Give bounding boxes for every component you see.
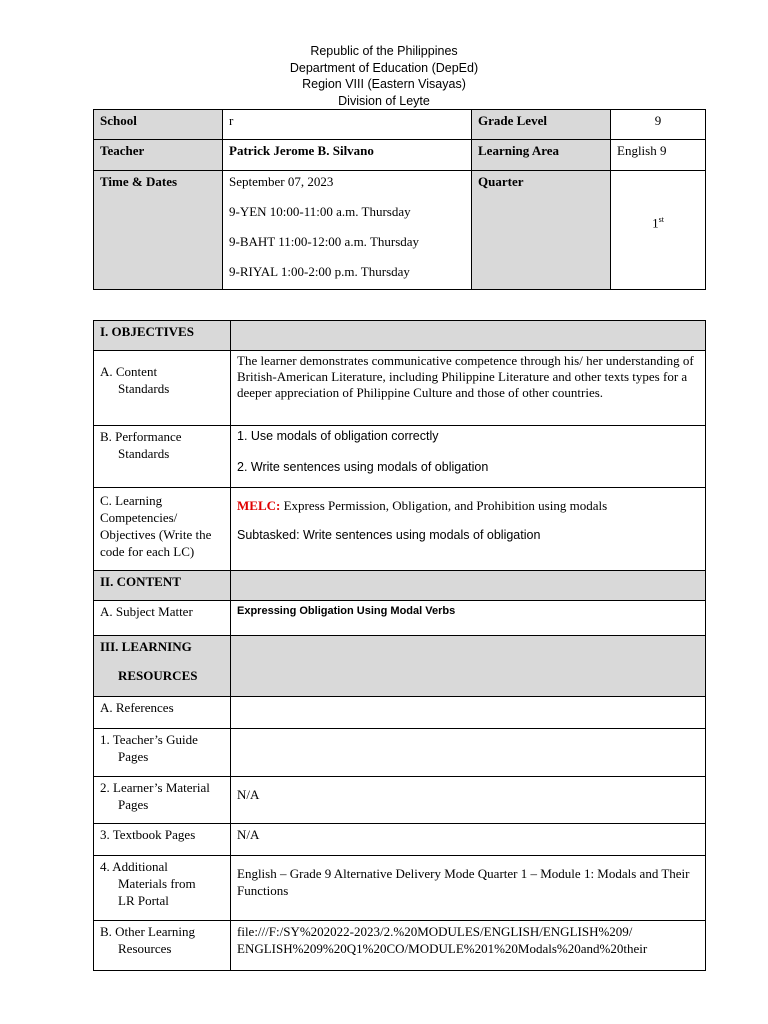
lesson-plan-table bbox=[93, 320, 706, 971]
objectives-blank bbox=[231, 321, 706, 351]
grade-level-label: Grade Level bbox=[472, 110, 611, 140]
content-standards-label-a: A. Content bbox=[100, 364, 158, 379]
quarter-suffix: st bbox=[658, 214, 664, 224]
schedule-riyal: 9-RIYAL 1:00-2:00 p.m. Thursday bbox=[229, 264, 410, 279]
teacher-value: Patrick Jerome B. Silvano bbox=[223, 140, 472, 171]
content-heading: II. CONTENT bbox=[94, 571, 231, 601]
learning-resources-heading-a: III. LEARNING bbox=[100, 639, 192, 654]
learning-resources-heading bbox=[94, 636, 231, 697]
quarter-label: Quarter bbox=[472, 171, 611, 290]
additional-materials-value: English – Grade 9 Alternative Delivery Mode Quarter 1 – Module 1: Modals and Their Functions bbox=[231, 856, 706, 921]
quarter-number: 1 bbox=[652, 215, 659, 231]
info-table bbox=[93, 109, 706, 290]
references-label: A. References bbox=[94, 697, 231, 729]
teachers-guide-label-a: 1. Teacher’s Guide bbox=[100, 732, 198, 747]
teachers-guide-label bbox=[94, 729, 231, 777]
performance-item-2: 2. Write sentences using modals of obligation bbox=[237, 460, 489, 474]
learners-material-value: N/A bbox=[231, 777, 706, 824]
teachers-guide-value bbox=[231, 729, 706, 777]
performance-item-1: 1. Use modals of obligation correctly bbox=[237, 429, 439, 443]
content-blank bbox=[231, 571, 706, 601]
learning-resources-blank bbox=[231, 636, 706, 697]
content-standards-label-b: Standards bbox=[118, 381, 170, 396]
other-resources-value[interactable] bbox=[231, 921, 706, 971]
quarter-value bbox=[611, 171, 706, 290]
school-value: r bbox=[223, 110, 472, 140]
header-line-deped: Department of Education (DepEd) bbox=[289, 60, 479, 75]
content-standards-label bbox=[94, 351, 231, 426]
other-resources-url-line-1[interactable]: file:///F:/SY%202022-2023/2.%20MODULES/ENGLISH/ENGLISH%209/ bbox=[237, 924, 633, 939]
learners-material-label bbox=[94, 777, 231, 824]
grade-level-value: 9 bbox=[611, 110, 706, 140]
additional-materials-label-b: Materials from bbox=[118, 876, 196, 891]
document-header bbox=[0, 43, 768, 109]
melc-tag: MELC: bbox=[237, 498, 281, 513]
learning-resources-heading-b: RESOURCES bbox=[118, 668, 198, 683]
learning-area-value: English 9 bbox=[611, 140, 706, 171]
time-dates-value bbox=[223, 171, 472, 290]
performance-standards-label-b: Standards bbox=[118, 446, 170, 461]
content-standards-text: The learner demonstrates communicative competence through his/ her understanding of British-American Literature, including Philippine Literature and other texts types for a deeper appreciation of Philippine Culture and those of other countries. bbox=[231, 351, 706, 426]
performance-standards-text bbox=[231, 426, 706, 488]
schedule-yen: 9-YEN 10:00-11:00 a.m. Thursday bbox=[229, 204, 411, 219]
additional-materials-label-c: LR Portal bbox=[118, 893, 169, 908]
header-line-region: Region VIII (Eastern Visayas) bbox=[302, 77, 466, 91]
learning-competencies-label: C. Learning Competencies/ Objectives (Write the code for each LC) bbox=[94, 488, 231, 571]
other-resources-label-a: B. Other Learning bbox=[100, 924, 195, 939]
other-resources-label bbox=[94, 921, 231, 971]
other-resources-url-line-2[interactable]: ENGLISH%209%20Q1%20CO/MODULE%201%20Modals%20and%20their bbox=[237, 941, 648, 956]
subject-matter-label: A. Subject Matter bbox=[94, 601, 231, 636]
performance-standards-label-a: B. Performance bbox=[100, 429, 182, 444]
other-resources-label-b: Resources bbox=[118, 941, 172, 956]
learning-area-label: Learning Area bbox=[472, 140, 611, 171]
header-line-republic: Republic of the Philippines bbox=[310, 44, 458, 58]
header-line-division: Division of Leyte bbox=[338, 93, 430, 108]
textbook-pages-value: N/A bbox=[231, 824, 706, 856]
performance-standards-label bbox=[94, 426, 231, 488]
time-dates-label: Time & Dates bbox=[94, 171, 223, 290]
date-text: September 07, 2023 bbox=[229, 174, 334, 189]
subtask-text: Subtasked: Write sentences using modals of obligation bbox=[237, 528, 541, 542]
learning-competencies-text bbox=[231, 488, 706, 571]
school-label: School bbox=[94, 110, 223, 140]
subject-matter-value: Expressing Obligation Using Modal Verbs bbox=[231, 601, 706, 636]
teacher-label: Teacher bbox=[94, 140, 223, 171]
references-value bbox=[231, 697, 706, 729]
learners-material-label-a: 2. Learner’s Material bbox=[100, 780, 210, 795]
schedule-baht: 9-BAHT 11:00-12:00 a.m. Thursday bbox=[229, 234, 420, 249]
melc-text: Express Permission, Obligation, and Prohibition using modals bbox=[283, 498, 608, 513]
additional-materials-label-a: 4. Additional bbox=[100, 859, 168, 874]
learners-material-label-b: Pages bbox=[118, 797, 149, 812]
additional-materials-label bbox=[94, 856, 231, 921]
textbook-pages-label: 3. Textbook Pages bbox=[94, 824, 231, 856]
teachers-guide-label-b: Pages bbox=[118, 749, 149, 764]
objectives-heading: I. OBJECTIVES bbox=[94, 321, 231, 351]
